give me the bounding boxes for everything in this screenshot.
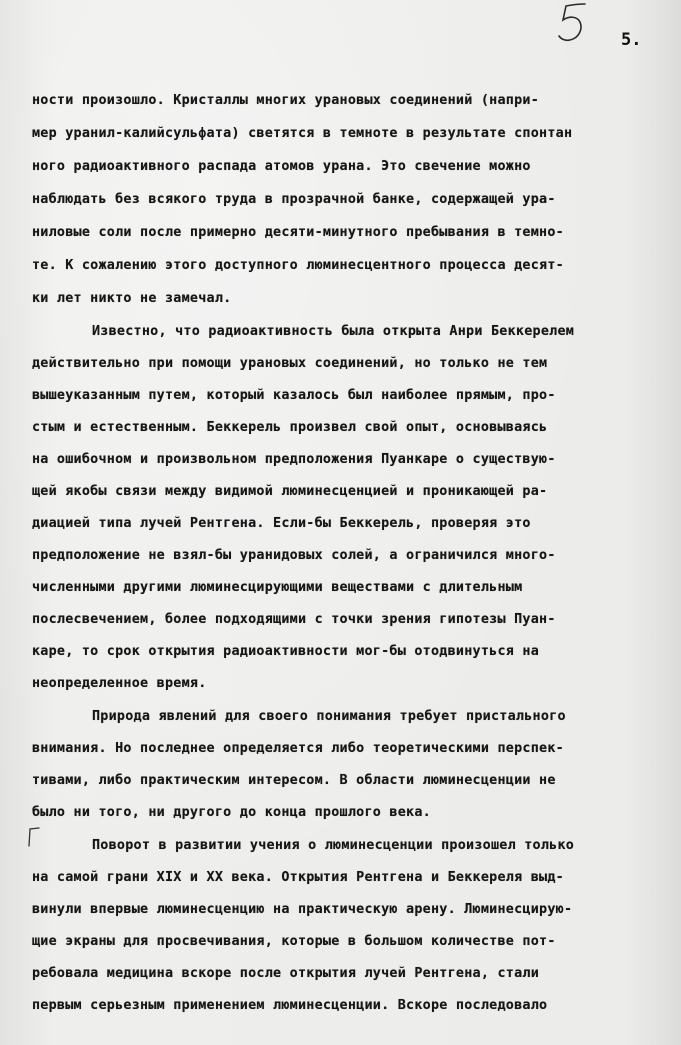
text-line: щие экраны для просвечивания, которые в большом количестве пот- (32, 934, 556, 949)
text-line: ного радиоактивного распада атомов урана. Это свечение можно (32, 159, 531, 174)
text-line: ности произошло. Кристаллы многих урановых соединений (напри- (32, 93, 540, 108)
text-line: диацией типа лучей Рентгена. Если-бы Беккерель, проверяя это (32, 516, 531, 531)
text-line: на самой грани XIX и XX века. Открытия Рентгена и Беккереля выд- (32, 870, 564, 885)
text-line: Известно, что радиоактивность была открыта Анри Беккерелем (92, 324, 575, 339)
text-line: ниловые соли после примерно десяти-минутного пребывания в темно- (32, 225, 564, 240)
text-line: численными другими люминесцирующими веществами с длительным (32, 580, 523, 595)
text-line: винули впервые люминесценцию на практическую арену. Люминесцирую- (32, 902, 573, 917)
text-line: каре, то срок открытия радиоактивности мог-бы отодвинуться на (32, 644, 540, 659)
text-line: ки лет никто не замечал. (32, 291, 232, 306)
text-line: Природа явлений для своего понимания требует пристального (92, 709, 566, 724)
text-line: послесвечением, более подходящими с точки зрения гипотезы Пуан- (32, 612, 556, 627)
handwritten-page-number (555, 0, 595, 46)
text-line: мер уранил-калийсульфата) светятся в темноте в результате спонтан (32, 126, 573, 141)
text-line: действительно при помощи урановых соединений, но только не тем (32, 356, 548, 371)
text-line: первым серьезным применением люминесценции. Вскоре последовало (32, 998, 548, 1013)
text-line: было ни того, ни другого до конца прошлого века. (32, 805, 431, 820)
text-line: наблюдать без всякого труда в прозрачной банке, содержащей ура- (32, 192, 556, 207)
text-line: на ошибочном и произвольном предположения Пуанкаре о существую- (32, 452, 556, 467)
text-line: неопределенное время. (32, 676, 207, 691)
text-line: предположение не взял-бы уранидовых солей, а ограничился много- (32, 548, 556, 563)
text-line: щей якобы связи между видимой люминесценцией и проникающей ра- (32, 484, 548, 499)
text-line: те. К сожалению этого доступного люминесцентного процесса десят- (32, 258, 564, 273)
text-line: внимания. Но последнее определяется либо теоретическими перспек- (32, 741, 564, 756)
text-line: тивами, либо практическим интересом. В области люминесценции не (32, 773, 556, 788)
text-line: ребовала медицина вскоре после открытия лучей Рентгена, стали (32, 966, 540, 981)
text-line: стым и естественным. Беккерель произвел свой опыт, основываясь (32, 420, 548, 435)
text-line: вышеуказанным путем, который казалось был наиболее прямым, про- (32, 388, 556, 403)
text-line: Поворот в развитии учения о люминесценции произошел только (92, 838, 575, 853)
page-number: 5. (621, 30, 642, 50)
margin-bracket-mark (27, 826, 41, 848)
